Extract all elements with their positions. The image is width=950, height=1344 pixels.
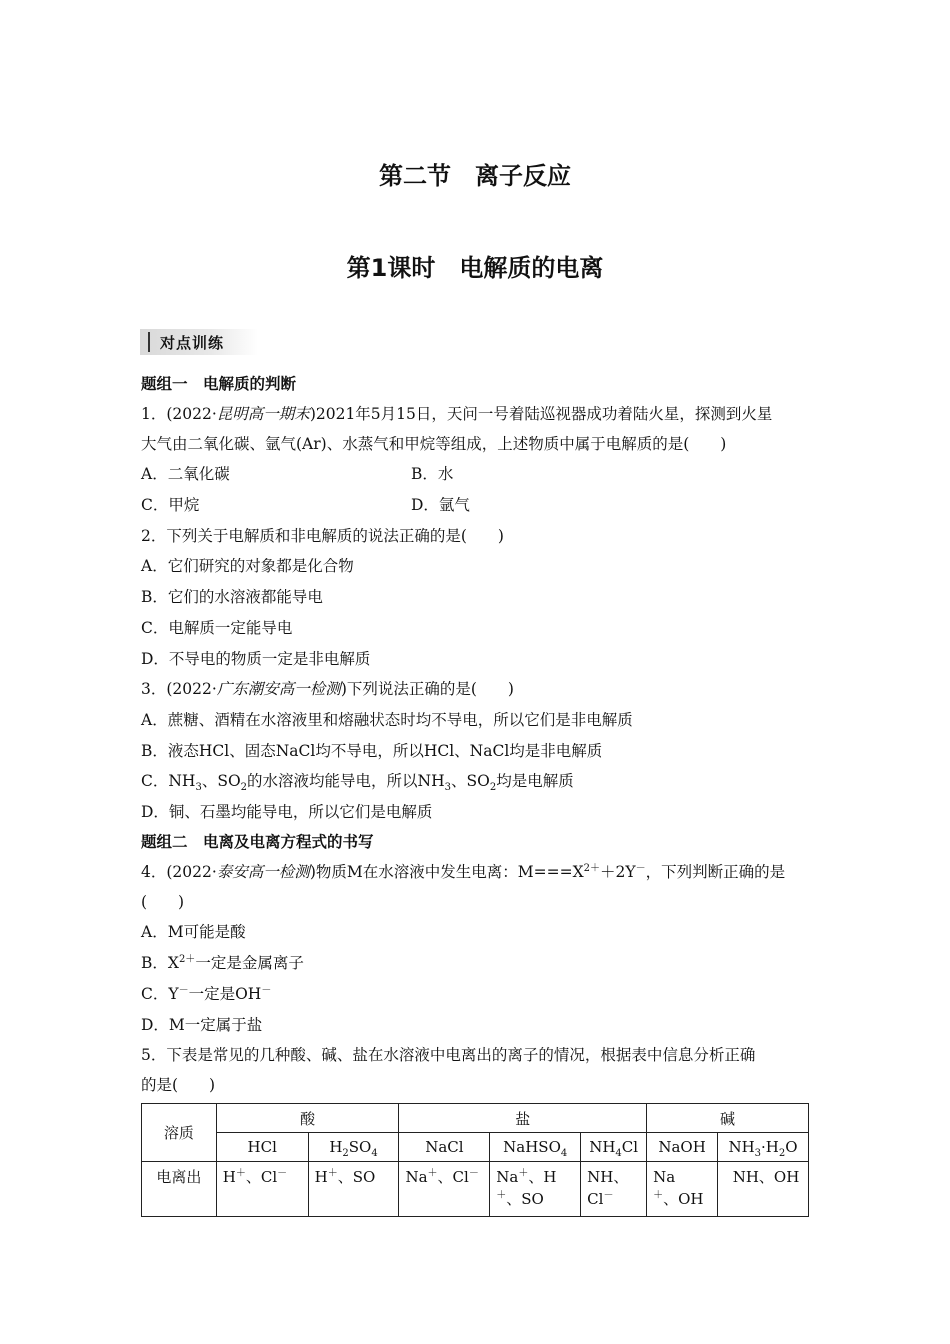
- col-nahso4: NaHSO$_4$: [490, 1133, 581, 1162]
- group-heading-1: 题组一 电解质的判断: [141, 375, 297, 393]
- tag-label: 对点训练: [160, 334, 225, 352]
- col-nacl: NaCl: [399, 1133, 490, 1162]
- header-acid: 酸: [216, 1104, 399, 1133]
- q4-stem: 4．(2022·泰安高一检测)物质M在水溶液中发生电离：$M===X^{2+}+2Y^-$，下列判断正确的是: [141, 862, 786, 881]
- q4-option-c: C．Y－一定是OH－: [141, 984, 272, 1003]
- cell-hcl-ions: H＋、Cl－: [216, 1162, 308, 1217]
- group-heading-2: 题组二 电离及电离方程式的书写: [141, 833, 374, 851]
- q4-answer-paren: ( ): [141, 893, 185, 911]
- col-hcl: HCl: [216, 1133, 308, 1162]
- header-salt: 盐: [399, 1104, 647, 1133]
- q1-option-a: A．二氧化碳: [141, 465, 230, 483]
- q5-stem-line1: 5．下表是常见的几种酸、碱、盐在水溶液中电离出的离子的情况，根据表中信息分析正确: [141, 1046, 756, 1064]
- col-h2so4: $H_2SO_4$: [308, 1133, 399, 1162]
- cell-nacl-ions: Na＋、Cl－: [399, 1162, 490, 1217]
- q3-option-a: A．蔗糖、酒精在水溶液里和熔融状态时均不导电，所以它们是非电解质: [141, 711, 633, 729]
- q1-stem-line1: 1．(2022·昆明高一期末)2021年5月15日，天问一号着陆巡视器成功着陆火星，探测到火星: [141, 405, 773, 423]
- q3-option-b: B．液态HCl、固态NaCl均不导电，所以HCl、NaCl均是非电解质: [141, 742, 603, 760]
- section-title: 第二节 离子反应: [379, 162, 571, 190]
- cell-nh4cl-ions: NH、 Cl－: [581, 1162, 647, 1217]
- tag-bar: [148, 332, 150, 352]
- q1-stem-line2: 大气由二氧化碳、氩气(Ar)、水蒸气和甲烷等组成，上述物质中属于电解质的是( ): [141, 435, 727, 453]
- q5-stem-line2: 的是( ): [141, 1076, 216, 1094]
- cell-naoh-ions: Na ＋、OH: [647, 1162, 718, 1217]
- q4-option-b: B．$X^{2+}$一定是金属离子: [141, 953, 304, 972]
- col-nh3h2o: $NH_3\cdot H_2O$: [718, 1133, 809, 1162]
- col-naoh: NaOH: [647, 1133, 718, 1162]
- q2-option-d: D．不导电的物质一定是非电解质: [141, 650, 371, 668]
- col-nh4cl: $NH_4Cl$: [581, 1133, 647, 1162]
- q2-option-c: C．电解质一定能导电: [141, 619, 293, 637]
- header-solute: 溶质: [142, 1104, 217, 1162]
- q4-option-d: D．M一定属于盐: [141, 1016, 263, 1034]
- cell-nh3h2o-ions: NH、OH: [718, 1162, 809, 1217]
- ionization-table: [141, 1103, 809, 1217]
- q3-option-c: C．$NH_3$、$SO_2$的水溶液均能导电，所以$NH_3$、$SO_2$均是电解质: [141, 772, 574, 794]
- row-ionized: 电离出: [142, 1162, 217, 1217]
- q1-option-d: D．氩气: [411, 496, 470, 514]
- cell-h2so4-ions: H＋、SO: [308, 1162, 399, 1217]
- q2-option-a: A．它们研究的对象都是化合物: [141, 557, 354, 575]
- q4-option-a: A．M可能是酸: [141, 923, 246, 941]
- q3-stem: 3．(2022·广东潮安高一检测)下列说法正确的是( ): [141, 680, 514, 698]
- q3-option-d: D．铜、石墨均能导电，所以它们是电解质: [141, 803, 433, 821]
- q2-stem: 2．下列关于电解质和非电解质的说法正确的是( ): [141, 527, 504, 545]
- practice-tag: [140, 329, 258, 355]
- cell-nahso4-ions: Na＋、H ＋、SO: [490, 1162, 581, 1217]
- q2-option-b: B．它们的水溶液都能导电: [141, 588, 323, 606]
- lesson-title: 第1课时 电解质的电离: [346, 254, 604, 282]
- q1-option-b: B．水: [411, 465, 454, 483]
- q1-option-c: C．甲烷: [141, 496, 200, 514]
- header-base: 碱: [647, 1104, 809, 1133]
